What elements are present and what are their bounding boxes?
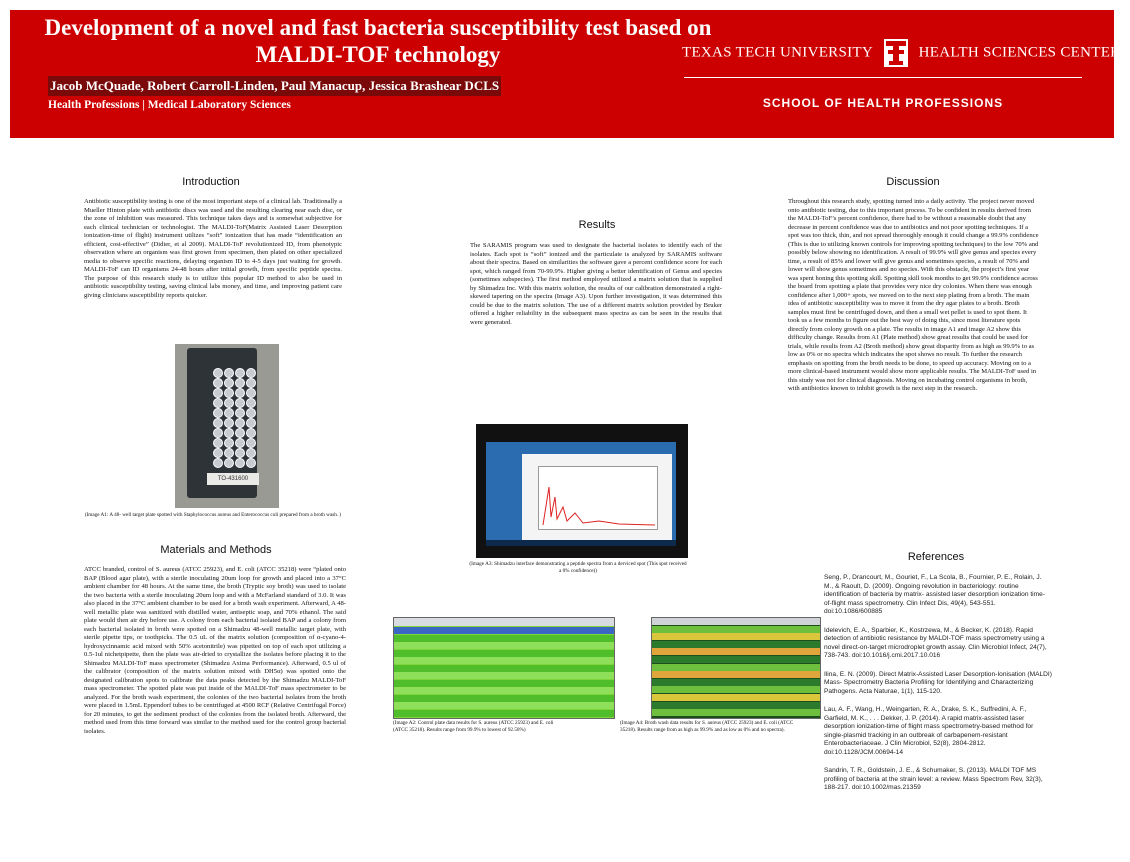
plate-well xyxy=(213,418,223,428)
discussion-heading: Discussion xyxy=(886,176,940,188)
sheet-row xyxy=(652,633,820,640)
plate-well xyxy=(224,458,234,468)
plate-well xyxy=(235,438,245,448)
plate-well xyxy=(235,368,245,378)
institution-logo xyxy=(682,38,1130,68)
plate-well xyxy=(246,418,256,428)
methods-text: ATCC branded, control of S. aureus (ATCC 25923), and E. coli (ATCC 35218) were “plated onto BAP (Blood agar plate), with a sterile inoculating 20um loop for growth and placed into a 37°C ambient chamber for 48 hours. At the same time, the broth (Tryptic soy broth) was used to isolate the two bacteria with a sterile inoculating 20um loop and with a McFarland standard of 3.0. It was also placed in the 37°C ambient chamber to be used for a broth wash experiment. Afterward, A 48-well metallic plate was sanitized with distilled water, antiseptic soap, and 70% ethanol. The said plate would then air dry before use. A colony from each bacterial isolated BAP and a colony from each bacterial isolated in broth were spotted on a Shimadzu 48-well metallic target plate, with sterile pipette tips, or toothpicks. The 0.5 uL of the matrix solution (composition of α-cyano-4-hydroxycinnamic acid mixed with 50% acetonitrile) was pipetted on top of each spot utilizing a 0.5-1ul nichetpipette, then the plate was air-dried to crystallize the isolates before placing it to the Shimadzu MALDI-ToF mass spectrometer (Shimadzu Axima Performance). Afterward, 0.5 ul of the calibrator (composition of the matrix solution mixed with DH5α) was spotted onto the designated calibration spots to calibrate the data peaks detected by the Shimadzu MALDI-ToF mass spectrometer. The spotted plate was put inside of the MALDI-ToF mass spectrometer to be analyzed. For the broth wash experiment, the colonies of the two bacterial isolates from the broth were placed in 1.5mL Eppendorf tubes to be centrifuged at 4500 RCF (Relative Centrifugal Force) for 20 minutes, to get the sediment product of the colonies from the isolated broth. Afterward, the method used from this time forward was similar to the method used for the control group bacterial isolates. xyxy=(84,566,346,735)
sheet-row xyxy=(652,671,820,678)
sheet-row xyxy=(394,635,614,642)
sheet-row xyxy=(394,665,614,672)
plate-body xyxy=(187,348,257,498)
plate-well xyxy=(235,398,245,408)
header-divider xyxy=(684,77,1082,78)
plate-well xyxy=(246,408,256,418)
broth-wash-results-image xyxy=(651,617,821,719)
trademark-mark: TM xyxy=(1120,52,1130,59)
reference-item: Ilina, E. N. (2009). Direct Matrix-Assisted Laser Desorption-Ionisation (MALDI) Mass- Spectrometry Bacteria Profiling for Identifying and Characterizing Pathogens. Acta Naturae, 1(1), 115-120. xyxy=(824,670,1052,695)
institution-left: TEXAS TECH UNIVERSITY xyxy=(682,44,873,61)
sheet-row xyxy=(394,627,614,634)
plate-well xyxy=(213,388,223,398)
target-plate-image xyxy=(175,344,279,508)
plate-well xyxy=(235,428,245,438)
plate-well xyxy=(224,368,234,378)
plate-well xyxy=(246,458,256,468)
plate-well xyxy=(224,448,234,458)
header-banner xyxy=(10,10,1130,138)
institution-right: HEALTH SCIENCES CENTER xyxy=(918,44,1121,61)
plate-well xyxy=(224,388,234,398)
plate-well xyxy=(235,408,245,418)
reference-item: Idelevich, E. A., Sparbier, K., Kostrzewa, M., & Becker, K. (2018). Rapid detection of antibiotic resistance by MALDI-TOF mass spectrometry using a novel direct-on-target microdroplet growth assay. Clin Microbiol Infect, 24(7), 738-743. doi:10.1016/j.cmi.2017.10.016 xyxy=(824,626,1047,659)
results-heading: Results xyxy=(578,219,616,231)
sheet-row xyxy=(394,710,614,717)
sheet-row xyxy=(394,702,614,709)
sheet-row xyxy=(394,642,614,649)
plate-well xyxy=(224,438,234,448)
plate-well xyxy=(224,378,234,388)
plate-well xyxy=(235,378,245,388)
spectrum-plot xyxy=(538,466,658,530)
plate-label: TO-431600 xyxy=(207,473,259,485)
plate-well xyxy=(213,378,223,388)
figure-a4-caption: (Image A4: Broth wash data results for S. aureus (ATCC 25923) and E. coli (ATCC 35218). Results range from as high as 99.9% and as low as 0% and no spectra). xyxy=(620,720,794,733)
monitor-screen xyxy=(486,442,676,546)
reference-item: Sandrin, T. R., Goldstein, J. E., & Schumaker, S. (2013). MALDI TOF MS profiling of bacteria at the strain level: a review. Mass Spectrom Rev, 32(3), 188-217. doi:10.1002/mas.21359 xyxy=(824,767,1043,791)
sheet-row xyxy=(652,641,820,648)
school-name: SCHOOL OF HEALTH PROFESSIONS xyxy=(762,96,1004,110)
plate-well xyxy=(213,368,223,378)
plate-well xyxy=(213,428,223,438)
plate-well xyxy=(246,368,256,378)
plate-well xyxy=(213,438,223,448)
plate-well xyxy=(246,448,256,458)
introduction-heading: Introduction xyxy=(182,176,240,188)
sheet-row xyxy=(652,679,820,686)
plate-well xyxy=(235,448,245,458)
plate-well xyxy=(246,428,256,438)
sheet-row xyxy=(394,672,614,679)
shimadzu-interface-image xyxy=(476,424,688,558)
sheet-row xyxy=(394,687,614,694)
poster-title: Development of a novel and fast bacteria susceptibility test based on MALDI-TOF technology xyxy=(44,15,712,67)
sheet-row xyxy=(652,618,820,625)
double-t-logo-icon xyxy=(883,38,909,68)
plate-well xyxy=(246,378,256,388)
plate-well xyxy=(224,418,234,428)
sheet-row xyxy=(652,709,820,716)
plate-well xyxy=(235,388,245,398)
plate-well xyxy=(235,418,245,428)
sheet-row xyxy=(394,680,614,687)
control-plate-results-image xyxy=(393,617,615,719)
plate-well xyxy=(224,398,234,408)
sheet-row xyxy=(394,650,614,657)
author-list: Jacob McQuade, Robert Carroll-Linden, Paul Manacup, Jessica Brashear DCLS xyxy=(48,76,501,96)
sheet-row xyxy=(652,648,820,655)
figure-a2-caption: (Image A2: Control plate data results for S. aureus (ATCC 25923) and E. coli (ATCC 35218). Results range from 99.9% to lowest of 92.50%) xyxy=(393,720,554,733)
introduction-text: Antibiotic susceptibility testing is one of the most important steps of a clinical lab. Traditionally a Mueller Hinton plate with antibiotic discs was used and the resulting clearing near each disc, or the zone of inhibition was measured. This technique takes days and is somewhat subjective for each clinical technician or technologist. The MALDI-ToF(Matrix Assisted Laser Desorption ionization-time of flight) instrument utilizes “soft” ionization that has made “identification an efficient, cost-effective” (Didier, et al 2009). MALDI-ToF revolutionized ID, from phenotypic observation where an organism was first grown from specimen, then plated on other specialized media to observe specific reactions, delaying organism ID to 4-5 days just waiting for growth. MALDI-ToF can ID organisms 24-48 hours after initial growth, from specific peptide spectra. The purpose of this research study is to utilize this popular ID method to also be used in antibiotic susceptibility testing, saving clinical labs money, and time, and improving patient care giving clinicians susceptibility reports quicker. xyxy=(84,198,342,299)
reference-item: Seng, P., Drancourt, M., Gouriet, F., La Scola, B., Fournier, P. E., Rolain, J. M., & Raoult, D. (2009). Ongoing revolution in bacteriology: routine identification of bacteria by matrix- assisted laser desorption ionization time-of-flight mass spectrometry. Clin Infect Dis, 49(4), 543-551. doi:10.1086/600885 xyxy=(824,574,1045,615)
sheet-row xyxy=(652,694,820,701)
reference-list xyxy=(824,574,1052,803)
plate-well xyxy=(213,448,223,458)
plate-well xyxy=(235,458,245,468)
plate-well xyxy=(246,398,256,408)
plate-wells xyxy=(213,368,255,464)
discussion-text: Throughout this research study, spotting turned into a daily activity. The project never moved onto antibiotic testing, due to this important process. To be confident in results derived from the MALDI-ToF’s percent confidence, there had to be without a reasonable doubt that any decrease in percent confidence was due to antibiotics and not poor spotting techniques. If a spot was too thick, thin, and not spread thoroughly enough it could change a 99.9% confidence (This is due to utilizing known controls for improving spotting techniques) to the low 70% and possibly below showing no identification. A result of 99.9% will give genus and species every time, a result of 85% and lower will give genus and sometimes species, a result of 70% and lower will show genus sometimes and no species. With this obstacle, the project’s first year was spent honing this spotting skill. Spotting skill took months to get 99.9% confidence across the board from spotting a plate that provides very nice dry colonies. When there was enough confidence after 1,000+ spots, we moved on to the next step plating from a broth. The main idea of antibiotic susceptibility was to move it from the dry agar plates to a broth. Broth samples must first be centrifuged down, and then a small wet pellet is used to spot them. It took us a few months to figure out the best way of doing this, since most literature spots directly from colony growth on a plate. The results in image A1 and image A2 show this difficulty change. Results from A1 (Plate method) show great results that could be used for trials, while results from A2 (Broth method) show great disparity from as high as 99.9% to as low as 0% or no spectra which indicates the spot shows no result. To further the research emphasis on spotting from the broth needs to be done, to speed up accuracy. Moving on to a more clinical-based instrument would show more applicable results. The MALDI-ToF used in this study was not for clinical diagnosis. Moving on incubating control organisms in broth, with antibiotics known to inhibit growth is the next step in the research. xyxy=(788,198,1039,392)
sheet-row xyxy=(652,686,820,693)
sheet-header xyxy=(394,618,614,626)
plate-well xyxy=(224,428,234,438)
plate-well xyxy=(213,408,223,418)
plate-well xyxy=(246,438,256,448)
sheet-row xyxy=(652,702,820,709)
sheet-row xyxy=(652,626,820,633)
plate-well xyxy=(224,408,234,418)
references-heading: References xyxy=(907,551,965,563)
plate-well xyxy=(213,458,223,468)
taskbar xyxy=(486,540,676,546)
sheet-row xyxy=(652,656,820,663)
methods-heading: Materials and Methods xyxy=(160,544,272,556)
figure-a1-caption: (Image A1: A 48- well target plate spotted with Staphylococcus aureus and Enterococcus coli prepared from a broth wash. ) xyxy=(84,512,342,518)
sheet-row xyxy=(394,657,614,664)
plate-well xyxy=(246,388,256,398)
software-window xyxy=(522,454,672,540)
sheet-row xyxy=(394,695,614,702)
reference-item: Lau, A. F., Wang, H., Weingarten, R. A., Drake, S. K., Suffredini, A. F., Garfield, M. K., . . . Dekker, J. P. (2014). A rapid matrix-assisted laser desorption ionization-time of flight mass spectrometry-based method for single-plasmid tracking in an outbreak of carbapenem-resistant Enterobacteriaceae. J Clin Microbiol, 52(8), 2804-2812. doi:10.1128/JCM.00694-14 xyxy=(824,706,1034,756)
results-text: The SARAMIS program was used to designate the bacterial isolates to identify each of the isolates. Each spot is “soft” ionized and the particulate is analyzed by SARAMIS software about their spectra. Based on similarities the software gave a percent confidence score for each spot, which ranged from 70-99.9%. Higher giving a better identification of Genus and species (sometimes subspecies). The first method employed utilized a matrix solution that is supplied by Shimadzu Inc. With this matrix solution, the results of our calibration demonstrated a right-skewed tapering on the spectra (Image A3). Upon further investigation, it was determined this could be due to the matrix solution. The use of a different matrix solution provided by Bruker offered a higher reliability in the subsequent mass spectra as can be seen in the results that were generated. xyxy=(470,242,722,326)
sheet-row xyxy=(652,664,820,671)
figure-a3-caption: (Image A3: Shimadzu interface demonstrating a peptide spectra from a derviced spot (This spot received a 0% confidence)) xyxy=(469,561,687,574)
plate-well xyxy=(213,398,223,408)
department-line: Health Professions | Medical Laboratory Sciences xyxy=(48,99,291,111)
